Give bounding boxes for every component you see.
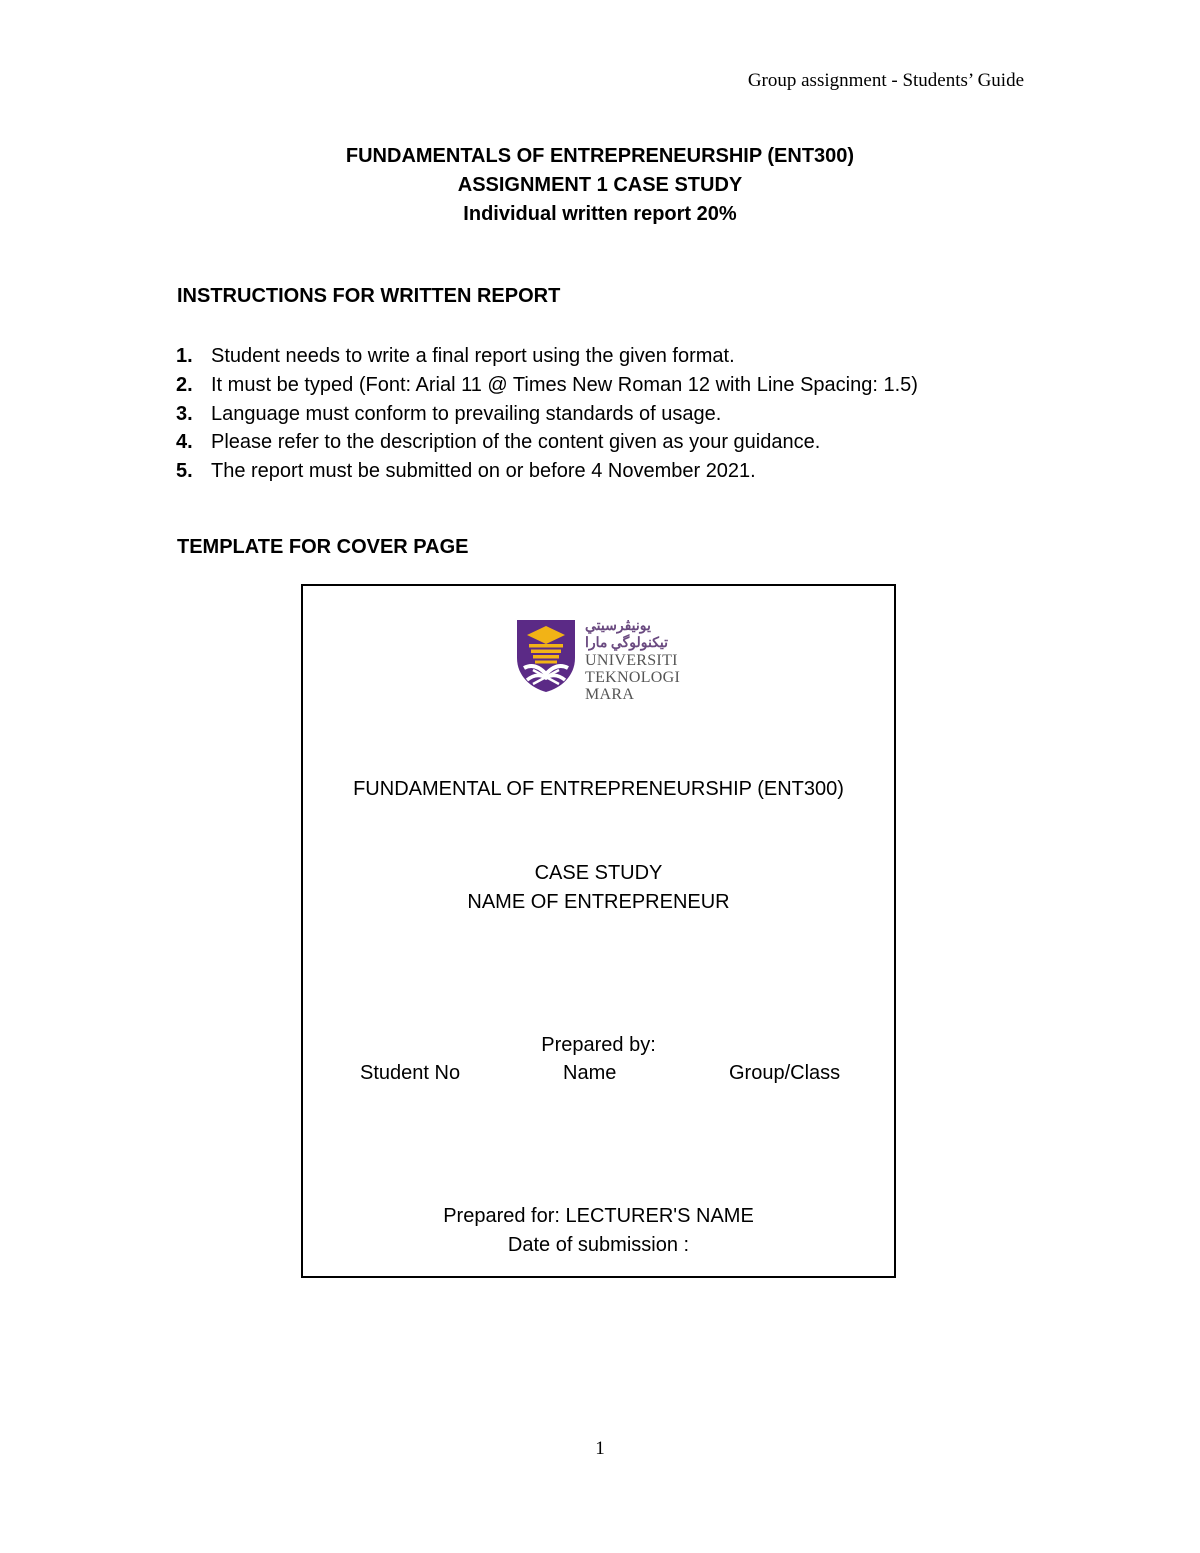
logo-line-mara: MARA — [585, 686, 635, 703]
cover-course-title: FUNDAMENTAL OF ENTREPRENEURSHIP (ENT300) — [353, 778, 844, 800]
assignment-title: ASSIGNMENT 1 CASE STUDY — [457, 174, 743, 196]
item-text: Please refer to the description of the content given as your guidance. — [211, 431, 821, 454]
list-item — [176, 371, 918, 400]
col-student-no: Student No — [360, 1062, 461, 1084]
instructions-list — [176, 342, 918, 486]
list-item — [176, 428, 918, 457]
item-number: 2. — [176, 373, 193, 396]
course-title: FUNDAMENTALS OF ENTREPRENEURSHIP (ENT300) — [345, 145, 855, 167]
logo-line-teknologi: TEKNOLOGI — [585, 669, 681, 686]
list-item — [176, 342, 918, 371]
instructions-heading: INSTRUCTIONS FOR WRITTEN REPORT — [177, 285, 561, 307]
item-number: 5. — [176, 460, 193, 483]
item-text: It must be typed (Font: Arial 11 @ Times New Roman 12 with Line Spacing: 1.5) — [211, 373, 918, 396]
item-number: 1. — [176, 345, 193, 367]
logo-line-universiti: UNIVERSITI — [585, 652, 678, 669]
item-text: Language must conform to prevailing standards of usage. — [211, 402, 722, 425]
running-header: Group assignment - Students’ Guide — [747, 70, 1024, 91]
cover-template-heading: TEMPLATE FOR COVER PAGE — [177, 536, 469, 558]
cover-page-template — [301, 584, 896, 1278]
cover-date-of-submission: Date of submission : — [507, 1234, 690, 1256]
logo-jawi-text: ﯾﻮﻧﯿﭭﺮﺳﯿﺘﻲ ﺗﻴﻜﻨﻮﻟﻮﮔﻲ ﻣﺎرا — [585, 619, 669, 651]
uitm-crest-icon — [515, 618, 577, 694]
report-weight: Individual written report 20% — [463, 203, 737, 225]
cover-case-study: CASE STUDY — [534, 862, 663, 884]
university-logo — [515, 618, 693, 703]
item-number: 3. — [176, 402, 193, 425]
item-text: Student needs to write a final report using the given format. — [211, 345, 735, 367]
logo-wordmark — [585, 618, 693, 703]
page-number: 1 — [595, 1438, 605, 1459]
item-text: The report must be submitted on or before 4 November 2021. — [211, 460, 756, 483]
cover-prepared-by: Prepared by: — [541, 1034, 656, 1056]
document-title — [0, 142, 1200, 229]
cover-student-columns — [303, 1062, 894, 1090]
list-item — [176, 457, 918, 486]
item-number: 4. — [176, 431, 193, 454]
cover-prepared-for: Prepared for: LECTURER'S NAME — [443, 1205, 754, 1227]
col-group-class: Group/Class — [729, 1062, 841, 1084]
col-name: Name — [563, 1062, 617, 1084]
cover-entrepreneur-name: NAME OF ENTREPRENEUR — [467, 891, 730, 913]
list-item — [176, 400, 918, 429]
